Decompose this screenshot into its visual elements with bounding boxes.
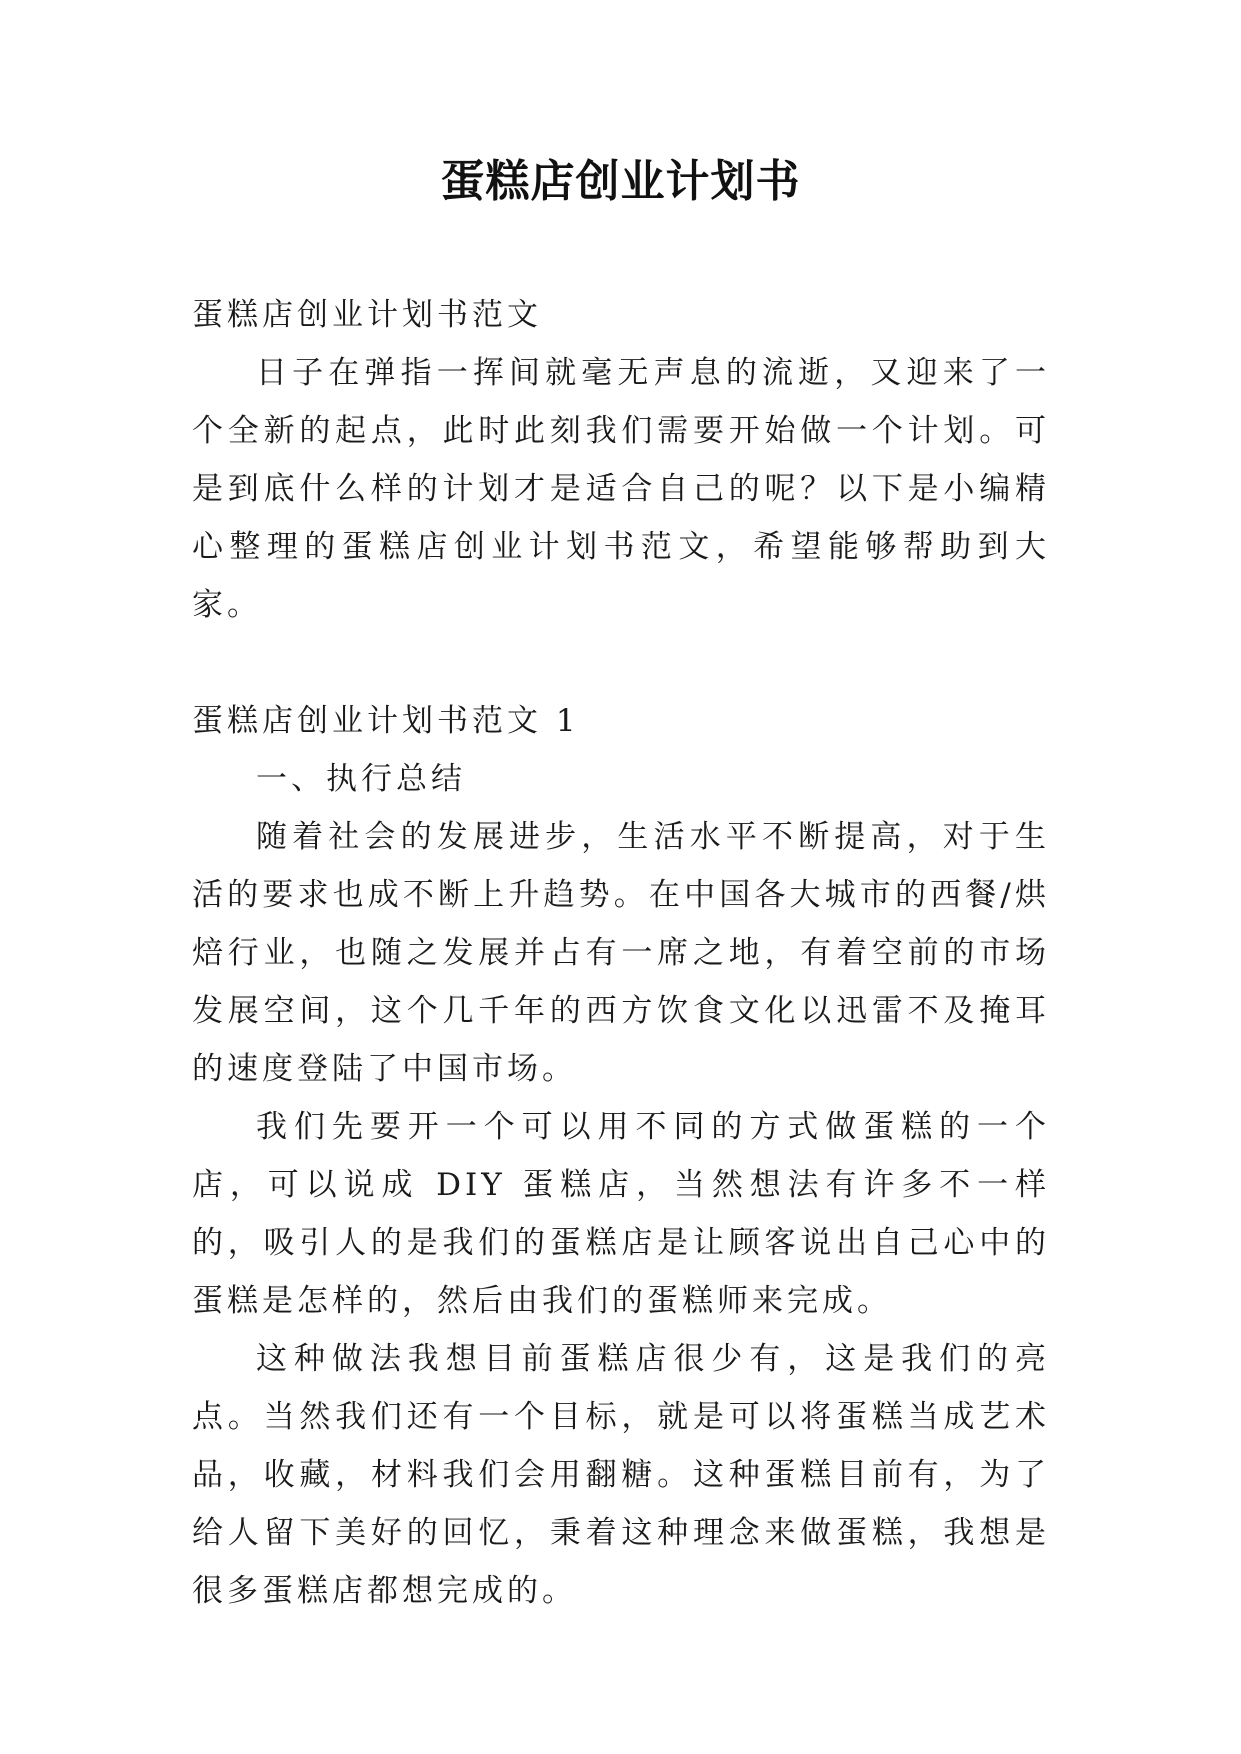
intro-paragraph: 日子在弹指一挥间就毫无声息的流逝，又迎来了一个全新的起点，此时此刻我们需要开始做一个计划。可是到底什么样的计划才是适合自己的呢？以下是小编精心整理的蛋糕店创业计划书范文，希望能够帮助到大家。 [192,355,1050,623]
section-title: 蛋糕店创业计划书范文 1 [192,703,580,739]
document-body [192,286,1050,1620]
subtitle: 蛋糕店创业计划书范文 [192,297,542,333]
section-heading: 一、执行总结 [256,761,466,797]
body-paragraph-1: 随着社会的发展进步，生活水平不断提高，对于生活的要求也成不断上升趋势。在中国各大城市的西餐/烘焙行业，也随之发展并占有一席之地，有着空前的市场发展空间，这个几千年的西方饮食文化以迅雷不及掩耳的速度登陆了中国市场。 [192,819,1050,1087]
blank-line [192,634,1050,692]
document-title: 蛋糕店创业计划书 [440,156,801,207]
body-paragraph-3: 这种做法我想目前蛋糕店很少有，这是我们的亮点。当然我们还有一个目标，就是可以将蛋糕当成艺术品，收藏，材料我们会用翻糖。这种蛋糕目前有，为了给人留下美好的回忆，秉着这种理念来做蛋糕，我想是很多蛋糕店都想完成的。 [192,1341,1050,1609]
body-paragraph-2: 我们先要开一个可以用不同的方式做蛋糕的一个店，可以说成 DIY 蛋糕店，当然想法有许多不一样的，吸引人的是我们的蛋糕店是让顾客说出自己心中的蛋糕是怎样的，然后由我们的蛋糕师来完成。 [192,1109,1050,1319]
